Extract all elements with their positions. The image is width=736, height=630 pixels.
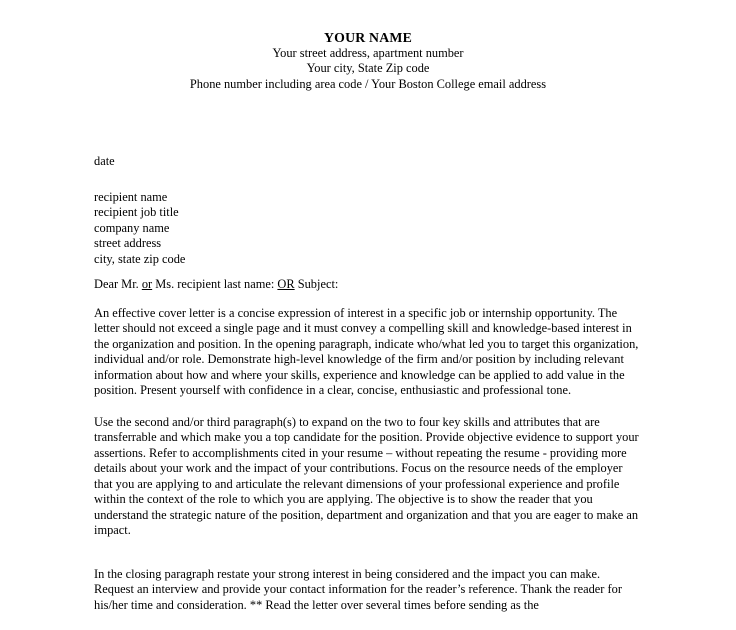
salutation-text: Ms. recipient last name: [152, 277, 278, 291]
recipient-block [94, 190, 642, 268]
letterhead [94, 30, 642, 92]
date-line: date [94, 154, 115, 168]
salutation-line [94, 277, 642, 293]
middle-paragraph: Use the second and/or third paragraph(s) to expand on the two to four key skills and attributes that are transferrable and which make you a top candidate for the position. Provide objective evidence to support your assertions. Refer to accomplishments cited in your resume – without repeating the resume - providing more details about your work and the impact of your contributions. Focus on the resource needs of the employer that you are applying to and articulate the relevant dimensions of your professional experience and profile within the context of the role to which you are applying. The objective is to show the reader that you understand the strategic nature of the position, department and organization and that you are eager to make an impact. [94, 414, 639, 537]
salutation-or-uppercase: OR [277, 277, 295, 291]
closing-paragraph: In the closing paragraph restate your strong interest in being considered and the impact you can make. Request an interview and provide your contact information for the reader’s reference. Thank the reader for his/her time and consideration. ** Read the letter over several times before sending as the [94, 566, 622, 612]
letterhead-city-line: Your city, State Zip code [306, 61, 430, 75]
applicant-name: YOUR NAME [323, 30, 413, 45]
recipient-street-line: street address [94, 236, 162, 250]
recipient-name-line: recipient name [94, 189, 168, 204]
salutation-or-lowercase: or [141, 277, 153, 291]
opening-paragraph: An effective cover letter is a concise expression of interest in a specific job or internship opportunity. The letter should not exceed a single page and it must convey a compelling skill and knowledge-based interest in the organization and position. In the opening paragraph, indicate who/what led you to target this organization, individual and/or role. Demonstrate high-level knowledge of the firm and/or position by including relevant information about how and where your skills, experience and knowledge can be applied to add value in the position. Present yourself with confidence in a clear, concise, enthusiastic and professional tone. [94, 305, 639, 397]
salutation-text: Dear Mr. [94, 277, 142, 291]
letterhead-contact-line: Phone number including area code / Your Boston College email address [189, 76, 547, 91]
recipient-job-title-line: recipient job title [94, 205, 179, 219]
recipient-company-line: company name [94, 220, 170, 235]
recipient-city-line: city, state zip code [94, 251, 186, 266]
letterhead-street-line: Your street address, apartment number [272, 45, 464, 60]
salutation-text: Subject: [294, 277, 339, 291]
